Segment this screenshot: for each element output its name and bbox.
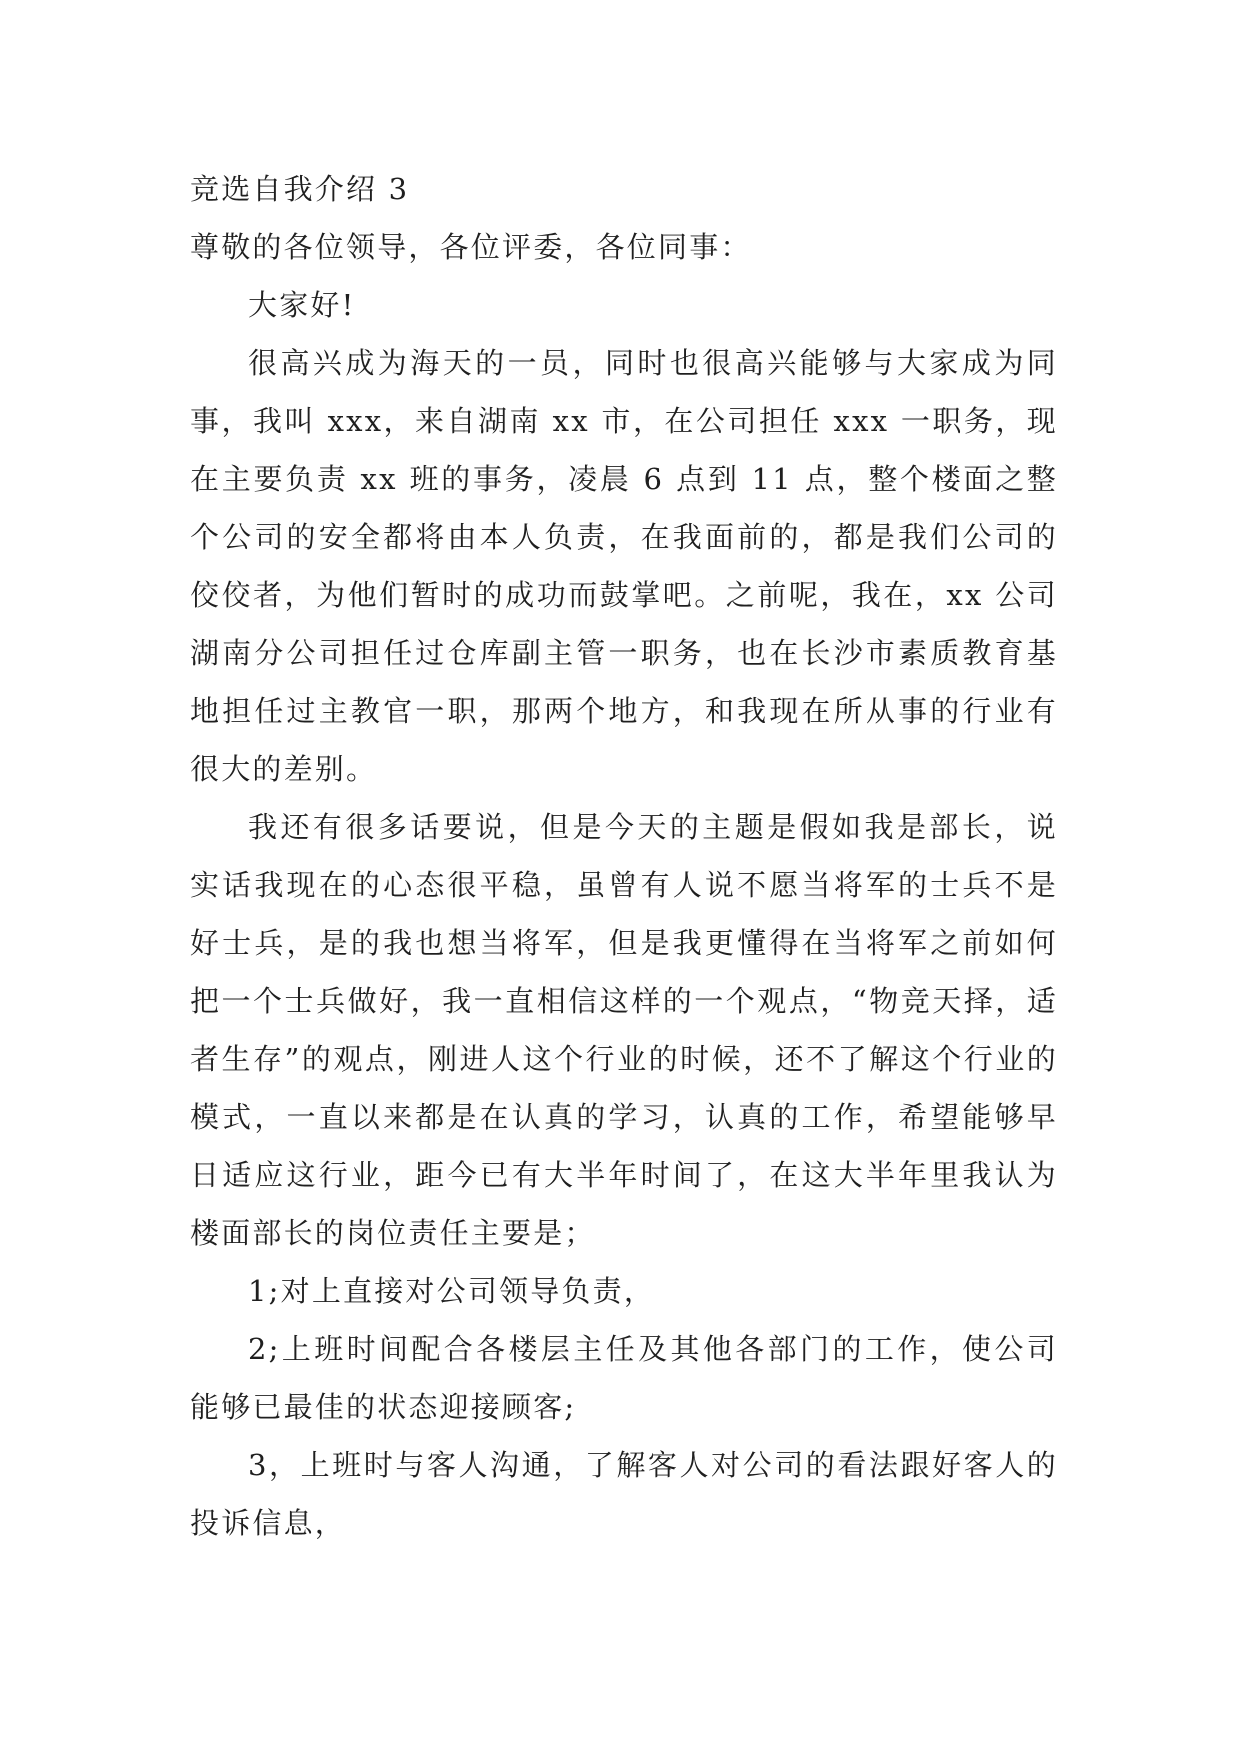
salutation: 尊敬的各位领导，各位评委，各位同事： [190, 230, 752, 264]
document-body [190, 160, 1058, 1552]
greeting: 大家好! [248, 288, 356, 322]
list-item: 3，上班时与客人沟通，了解客人对公司的看法跟好客人的投诉信息， [190, 1448, 1058, 1540]
document-title: 竞选自我介绍 3 [190, 172, 410, 206]
paragraph-introduction: 很高兴成为海天的一员，同时也很高兴能够与大家成为同事，我叫 xxx，来自湖南 xx 市，在公司担任 xxx 一职务，现在主要负责 xx 班的事务，凌晨 6 点到 11 点，整个楼面之整个公司的安全都将由本人负责，在我面前的，都是我们公司的佼佼者，为他们暂时的成功而鼓掌吧。之前呢，我在，xx 公司湖南分公司担任过仓库副主管一职务，也在长沙市素质教育基地担任过主教官一职，那两个地方，和我现在所从事的行业有很大的差别。 [190, 346, 1058, 786]
paragraph-responsibilities: 我还有很多话要说，但是今天的主题是假如我是部长，说实话我现在的心态很平稳，虽曾有人说不愿当将军的士兵不是好士兵，是的我也想当将军，但是我更懂得在当将军之前如何把一个士兵做好，我一直相信这样的一个观点，“物竞天择，适者生存”的观点，刚进人这个行业的时候，还不了解这个行业的模式，一直以来都是在认真的学习，认真的工作，希望能够早日适应这行业，距今已有大半年时间了，在这大半年里我认为楼面部长的岗位责任主要是； [190, 810, 1058, 1250]
list-item: 2;上班时间配合各楼层主任及其他各部门的工作，使公司能够已最佳的状态迎接顾客; [190, 1332, 1058, 1424]
list-item: 1;对上直接对公司领导负责， [248, 1274, 656, 1308]
